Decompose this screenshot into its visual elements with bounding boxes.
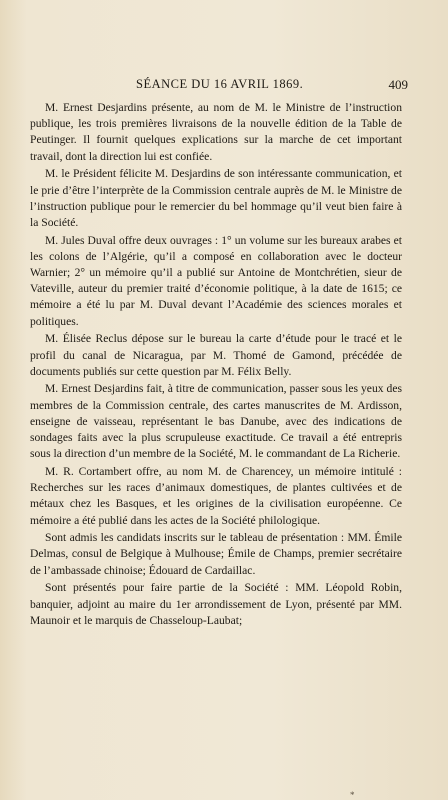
paragraph: M. Ernest Desjardins fait, à titre de communication, passer sous les yeux des membres de la Commission centrale, des cartes manuscrites de M. Ardisson, enseigne de vaisseau, représentant le bas Danube, avec des indications de sondages faits avec la plus scrupuleuse exactitude. Ce travail a été entrepris sous la direction d’un membre de la Société, M. le commandant de La Richerie. bbox=[30, 382, 402, 461]
printer-mark: * bbox=[350, 790, 355, 800]
page-header bbox=[0, 77, 448, 95]
page-body bbox=[30, 100, 402, 631]
page-number: 409 bbox=[388, 77, 408, 92]
paragraph: M. Ernest Desjardins présente, au nom de M. le Ministre de l’instruction publique, les trois premières livraisons de la nouvelle édition de la Table de Peutinger. Il fournit quelques explications sur la marche de cet important travail, dont la direction lui est confiée. bbox=[30, 101, 402, 163]
paragraph: Sont admis les candidats inscrits sur le tableau de présentation : MM. Émile Delmas, consul de Belgique à Mulhouse; Émile de Champs, premier secrétaire de l’ambassade chinoise; Édouard de Cardaillac. bbox=[30, 531, 402, 577]
paragraph: M. Jules Duval offre deux ouvrages : 1° un volume sur les bureaux arabes et les colons de l’Algérie, qu’il a composé en collaboration avec le docteur Warnier; 2° un mémoire qu’il a publié sur Antoine de Montchrétien, sieur de Vateville, auteur du premier traité d’économie politique, à la date de 1615; ce mémoire a été lu par M. Duval devant l’Académie des sciences morales et politiques. bbox=[30, 233, 402, 328]
paragraph: M. R. Cortambert offre, au nom M. de Charencey, un mémoire intitulé : Recherches sur les races d’animaux domestiques, de plantes cultivées et de métaux chez les Basques, et les origines de la civilisation européenne. Ce mémoire a été publié dans les actes de la Société philologique. bbox=[30, 464, 402, 527]
running-head: SÉANCE DU 16 AVRIL 1869. bbox=[136, 77, 304, 91]
paragraph: M. le Président félicite M. Desjardins de son intéressante communication, et le prie d’être l’interprète de la Commission centrale auprès de M. le Ministre de l’instruction publique pour le remercier du bel hommage qu’il veut bien faire à la Société. bbox=[30, 167, 402, 229]
paragraph: Sont présentés pour faire partie de la Société : MM. Léopold Robin, banquier, adjoint au maire du 1er arrondissement de Lyon, présenté par MM. Maunoir et le marquis de Chasseloup-Laubat; bbox=[30, 581, 402, 627]
paragraph: M. Élisée Reclus dépose sur le bureau la carte d’étude pour le tracé et le profil du canal de Nicaragua, par M. Thomé de Gamond, précédée de documents publiés sur cette question par M. Félix Belly. bbox=[30, 332, 402, 378]
